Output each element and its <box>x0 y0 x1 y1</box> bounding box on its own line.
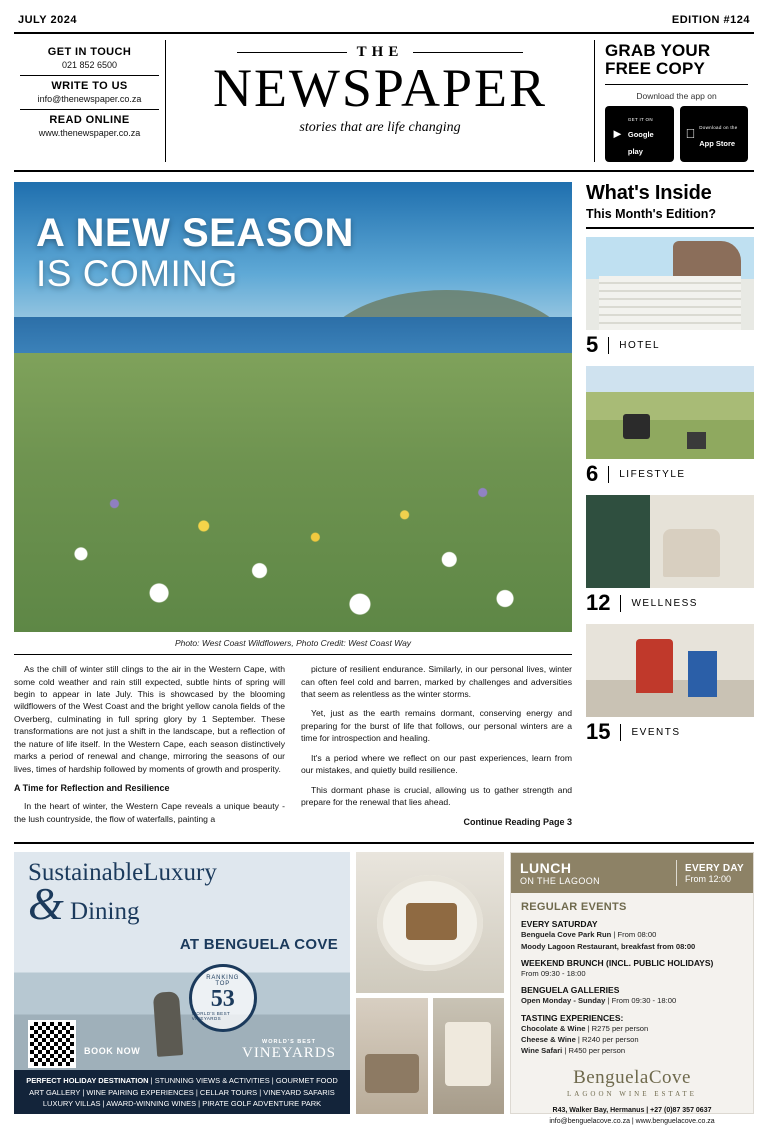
seal-bottom-text: WORLD'S BEST VINEYARDS <box>191 1011 231 1022</box>
contact-write-to-us <box>20 75 159 109</box>
inside-label: EVENTS <box>631 726 681 738</box>
brand-contact-info <box>521 1105 743 1125</box>
rule-left <box>237 52 347 53</box>
ad-title-ampersand: & <box>28 878 64 930</box>
event-line-rest: | From 09:30 - 18:00 <box>605 996 677 1006</box>
food-photo-plate <box>356 852 504 993</box>
inside-divider <box>608 466 609 483</box>
food-photo-dish <box>356 998 428 1114</box>
promo-line-2: FREE COPY <box>605 58 706 78</box>
lunch-subtitle: ON THE LAGOON <box>520 876 601 887</box>
contact-title: READ ONLINE <box>49 114 130 126</box>
brand-name: BenguelaCove <box>573 1066 691 1088</box>
lunch-banner <box>511 853 753 893</box>
seal-top-text: RANKING <box>206 975 240 982</box>
apple-icon <box>686 127 696 140</box>
events-thumbnail <box>586 624 754 717</box>
sidebar-subtitle: This Month's Edition? <box>586 207 717 222</box>
lunch-divider <box>676 860 677 886</box>
continue-reading-link[interactable]: Continue Reading Page 3 <box>463 816 572 827</box>
article-paragraph: picture of resilient endurance. Similarly, in our personal lives, winter can often feel cold and barren, marked by challenges and adversities that seem as relentless as the winter storms. <box>301 664 572 699</box>
event-line <box>521 929 743 940</box>
event-line-bold: Open Monday - Sunday <box>521 996 606 1006</box>
event-section-title: BENGUELA GALLERIES <box>521 985 620 996</box>
content-area <box>14 182 754 832</box>
event-line-rest: | R450 per person <box>562 1046 626 1056</box>
event-section <box>521 958 743 979</box>
lifestyle-thumbnail <box>586 366 754 459</box>
event-section-title: TASTING EXPERIENCES: <box>521 1012 624 1023</box>
article-body <box>14 655 572 832</box>
book-now-label[interactable]: BOOK NOW <box>84 1046 141 1057</box>
app-store-badge[interactable] <box>680 106 749 162</box>
event-line: From 09:30 - 18:00 <box>521 968 586 978</box>
ad-photo-collage <box>356 852 504 1114</box>
ad-title <box>28 859 340 930</box>
event-section <box>521 919 743 952</box>
event-line-bold: Chocolate & Wine <box>521 1023 586 1033</box>
statue-figure <box>153 991 183 1057</box>
event-line <box>521 941 743 952</box>
event-section-title: WEEKEND BRUNCH (INCL. PUBLIC HOLIDAYS) <box>521 957 714 968</box>
ad-footer-line-2: ART GALLERY | WINE PAIRING EXPERIENCES | CELLAR TOURS | VINEYARD SAFARIS <box>29 1087 335 1097</box>
event-line-bold: Moody Lagoon Restaurant, breakfast from 08:00 <box>521 941 696 951</box>
brand-subtitle: LAGOON WINE ESTATE <box>567 1089 697 1098</box>
events-heading: REGULAR EVENTS <box>521 901 627 914</box>
hotel-thumbnail <box>586 237 754 330</box>
inside-label: HOTEL <box>619 339 661 351</box>
ad-footer-line-3: LUXURY VILLAS | AWARD-WINNING WINES | PIRATE GOLF ADVENTURE PARK <box>42 1098 322 1108</box>
article-paragraph: Yet, just as the earth remains dormant, conserving energy and preparing for the burst of life that follows, our personal winters are a time for introspection and healing. <box>301 708 572 744</box>
ad-footer-bold: PERFECT HOLIDAY DESTINATION <box>26 1076 149 1086</box>
vineyards-top-text: WORLD'S BEST <box>262 1039 316 1046</box>
top-bar <box>14 14 754 32</box>
brand-address: R43, Walker Bay, Hermanus | +27 (0)87 357 0637 <box>552 1106 712 1114</box>
ad-footer-strip <box>14 1070 350 1114</box>
issue-edition: EDITION #124 <box>671 14 750 26</box>
masthead-contacts <box>14 40 166 162</box>
seal-mid-text: TOP <box>215 981 231 988</box>
masthead-promo <box>594 40 754 162</box>
advertisement-bar <box>14 842 754 1125</box>
masthead-title-block <box>166 40 594 162</box>
benguela-cove-ad[interactable] <box>14 852 350 1114</box>
wellness-thumbnail <box>586 495 754 588</box>
inside-item-events[interactable] <box>586 624 754 743</box>
lunch-when: EVERY DAY <box>684 862 744 874</box>
issue-date: JULY 2024 <box>18 14 77 26</box>
badge-small-text: GET IT ON <box>627 116 653 122</box>
lunch-time: From 12:00 <box>684 873 731 884</box>
whats-inside-sidebar <box>586 182 754 832</box>
rule-right <box>413 52 523 53</box>
benguela-cove-logo <box>521 1067 743 1098</box>
article-paragraph: It's a period where we reflect on our past experiences, learn from our mistakes, and quietly build resilience. <box>301 752 572 776</box>
masthead-tagline: stories that are life changing <box>299 120 461 136</box>
event-line-bold: Wine Safari <box>521 1046 563 1056</box>
qr-code[interactable] <box>28 1020 76 1068</box>
top-53-seal <box>189 964 257 1032</box>
promo-line-1: GRAB YOUR <box>605 41 711 60</box>
event-line <box>521 1045 743 1056</box>
event-section <box>521 1013 743 1057</box>
event-section-title: EVERY SATURDAY <box>521 919 598 930</box>
article-column-right <box>301 663 572 832</box>
promo-download-label: Download the app on <box>636 90 717 101</box>
google-play-icon: ► <box>611 126 624 142</box>
hero-headline-line-2: IS COMING <box>36 253 238 295</box>
event-section <box>521 985 743 1006</box>
lunch-title: LUNCH <box>520 860 572 877</box>
inside-item-lifestyle[interactable] <box>586 366 754 485</box>
contact-get-in-touch <box>20 42 159 75</box>
seal-number: 53 <box>210 986 235 1013</box>
ad-footer-line-1: | STUNNING VIEWS & ACTIVITIES | GOURMET FOOD <box>148 1076 338 1086</box>
main-column <box>14 182 572 832</box>
inside-page-number: 6 <box>586 461 599 487</box>
hero-headline <box>36 212 354 295</box>
contact-read-online <box>20 109 159 143</box>
ad-title-word-3: Dining <box>70 898 140 926</box>
badge-big-text: App Store <box>689 138 726 148</box>
masthead-the: THE <box>356 44 404 60</box>
badge-big-text: Google play <box>627 130 654 157</box>
article-paragraph: In the heart of winter, the Western Cape reveals a unique beauty - the lush countryside, the flow of waterfalls, painting a <box>14 801 285 824</box>
inside-divider <box>608 337 609 354</box>
interior-photo <box>433 998 505 1114</box>
photo-credit: Photo: West Coast Wildflowers, Photo Credit: West Coast Way <box>14 632 572 655</box>
event-line <box>521 995 743 1006</box>
inside-page-number: 15 <box>586 719 611 745</box>
masthead <box>14 32 754 172</box>
google-play-badge[interactable] <box>605 106 674 162</box>
contact-value[interactable]: www.thenewspaper.co.za <box>38 128 141 138</box>
article-subheading: A Time for Reflection and Resilience <box>14 783 170 794</box>
inside-item-wellness[interactable] <box>586 495 754 614</box>
article-column-left <box>14 663 285 832</box>
inside-label: LIFESTYLE <box>619 468 686 480</box>
brand-contact[interactable]: info@benguelacove.co.za | www.benguelacove.co.za <box>549 1118 715 1125</box>
events-list <box>511 893 753 1125</box>
event-line-bold: Benguela Cove Park Run <box>521 930 612 940</box>
inside-page-number: 5 <box>586 332 599 358</box>
inside-page-number: 12 <box>586 590 611 616</box>
events-panel <box>510 852 754 1125</box>
badge-small-text: Download on the <box>689 125 728 131</box>
article-paragraph: This dormant phase is crucial, allowing us to gather strength and prepare for the renewal that lies ahead. <box>301 784 572 808</box>
promo-divider <box>605 84 748 85</box>
event-line-rest: | R275 per person <box>585 1023 649 1033</box>
event-line-rest: | R240 per person <box>575 1035 639 1045</box>
event-line-bold: Cheese & Wine <box>521 1035 576 1045</box>
ad-title-word-2: Luxury <box>143 859 217 887</box>
contact-title: WRITE TO US <box>51 80 128 92</box>
vineyards-main-text: VINEYARDS <box>241 1045 336 1062</box>
worlds-best-vineyards-logo <box>242 1039 336 1062</box>
article-paragraph: As the chill of winter still clings to the air in the Western Cape, with some cold weather and rain still expected, subtle hints of spring will begin to appear in late July. This is showcased by the blooming wildflowers of the West Coast and the bright yellow canola fields of the Overberg, culminating in full spring glory by 1 September. These transformations are not just a shift in the landscape, but a reflection of the nature of life itself. In the Western Cape, each season distinctively marks a period of renewal and change, mirroring the seasons of our lives, times of hardship followed by moments of growth and prosperity. <box>14 664 285 774</box>
contact-value[interactable]: info@thenewspaper.co.za <box>37 94 142 104</box>
hero-image <box>14 182 572 632</box>
inside-label: WELLNESS <box>631 597 698 609</box>
app-store-badges <box>605 106 748 162</box>
hero-wildflower-field <box>14 353 572 632</box>
sidebar-divider <box>586 227 754 229</box>
ad-title-word-1: Sustainable <box>28 859 144 887</box>
inside-divider <box>620 595 621 612</box>
ad-subtitle: AT BENGUELA COVE <box>179 936 338 954</box>
inside-item-hotel[interactable] <box>586 237 754 356</box>
hero-headline-line-1: A NEW SEASON <box>36 211 354 256</box>
event-line <box>521 1023 743 1034</box>
event-line-rest: | From 08:00 <box>611 930 657 940</box>
sidebar-title: What's Inside <box>586 182 712 205</box>
inside-divider <box>620 724 621 741</box>
event-line <box>521 1034 743 1045</box>
contact-title: GET IN TOUCH <box>47 46 132 58</box>
masthead-title: NEWSPAPER <box>212 58 548 118</box>
contact-value[interactable]: 021 852 6500 <box>61 60 118 70</box>
